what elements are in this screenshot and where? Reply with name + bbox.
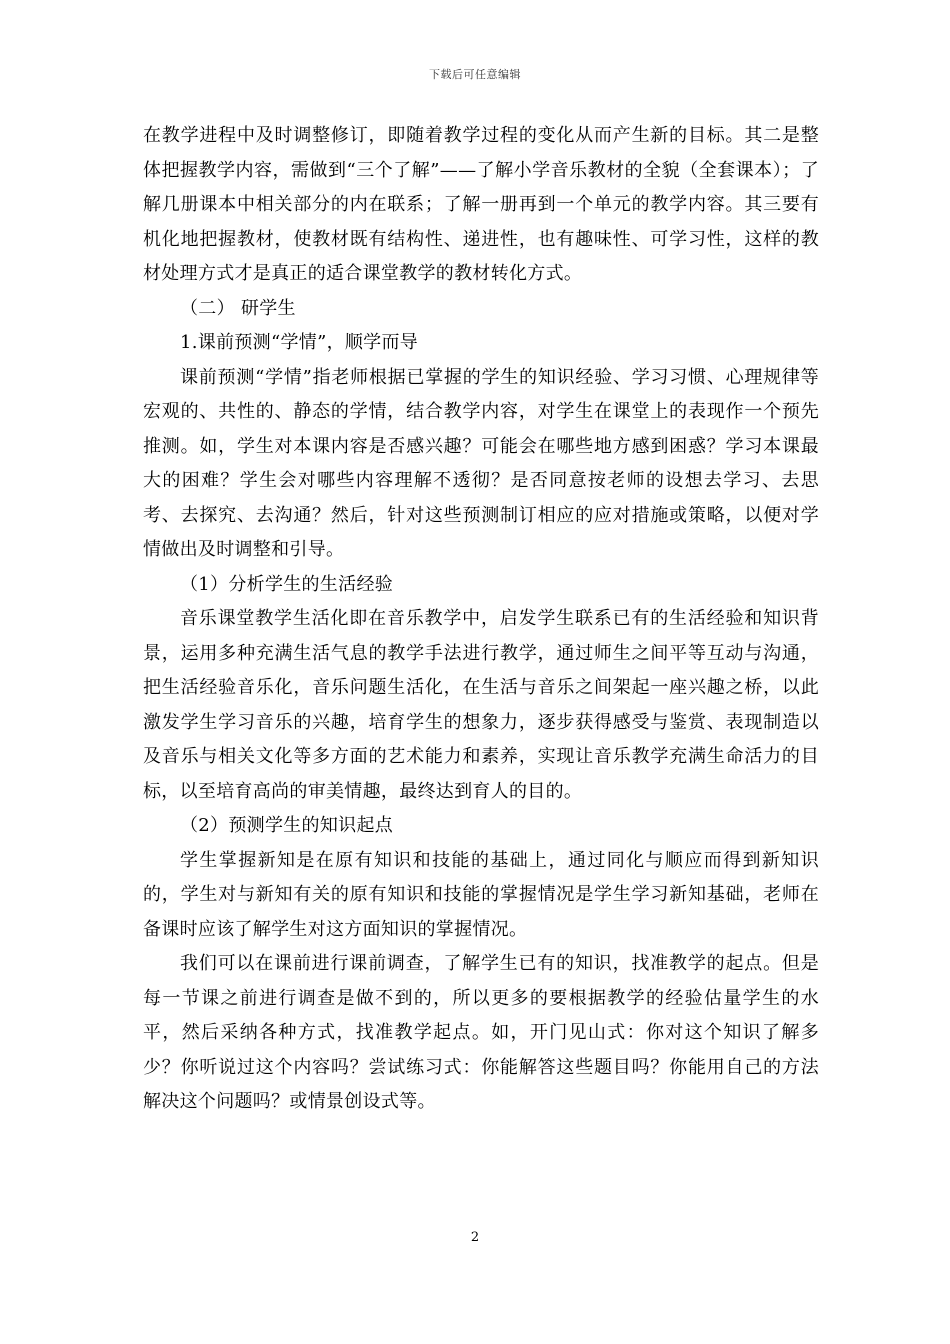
- item-heading-life-experience: （1）分析学生的生活经验: [180, 573, 394, 595]
- paragraph-knowledge-start: 学生掌握新知是在原有知识和技能的基础上，通过同化与顺应而得到新知识的，学生对与新知有关的原有知识和技能的掌握情况是学生学习新知基础，老师在备课时应该了解学生对这方面知识的掌握情况。: [143, 849, 819, 940]
- page-number: 2: [470, 1230, 480, 1245]
- paragraph-continuation: 在教学进程中及时调整修订，即随着教学过程的变化从而产生新的目标。其二是整体把握教学内容，需做到“三个了解”——了解小学音乐教材的全貌（全套课本）；了解几册课本中相关部分的内在联系；了解一册再到一个单元的教学内容。其三要有机化地把握教材，使教材既有结构性、递进性，也有趣味性、可学习性，这样的教材处理方式才是真正的适合课堂教学的教材转化方式。: [143, 125, 819, 284]
- paragraph-life-experience: 音乐课堂教学生活化即在音乐教学中，启发学生联系已有的生活经验和知识背景，运用多种充满生活气息的教学手法进行教学，通过师生之间平等互动与沟通，把生活经验音乐化，音乐问题生活化，在生活与音乐之间架起一座兴趣之桥，以此激发学生学习音乐的兴趣，培育学生的想象力，逐步获得感受与鉴赏、表现制造以及音乐与相关文化等多方面的艺术能力和素养，实现让音乐教学充满生命活力的目标，以至培育高尚的审美情趣，最终达到育人的目的。: [143, 608, 819, 802]
- page-header: 下载后可任意编辑: [429, 68, 521, 81]
- subsection-heading-pre-class-prediction: 1.课前预测“学情”，顺学而导: [180, 332, 419, 353]
- paragraph-pre-class-survey: 我们可以在课前进行课前调查，了解学生已有的知识，找准教学的起点。但是每一节课之前进行调查是做不到的，所以更多的要根据教学的经验估量学生的水平，然后采纳各种方式，找准教学起点。如，开门见山式：你对这个知识了解多少？你听说过这个内容吗？尝试练习式：你能解答这些题目吗？你能用自己的方法解决这个问题吗？或情景创设式等。: [143, 953, 819, 1112]
- section-heading-study-students: （二） 研学生: [180, 297, 296, 319]
- paragraph-learning-prediction: 课前预测“学情”指老师根据已掌握的学生的知识经验、学习习惯、心理规律等宏观的、共性的、静态的学情，结合教学内容，对学生在课堂上的表现作一个预先推测。如，学生对本课内容是否感兴趣？可能会在哪些地方感到困惑？学习本课最大的困难？学生会对哪些内容理解不透彻？是否同意按老师的设想去学习、去思考、去探究、去沟通？然后，针对这些预测制订相应的应对措施或策略，以便对学情做出及时调整和引导。: [143, 366, 819, 560]
- item-heading-knowledge-start: （2）预测学生的知识起点: [180, 815, 394, 836]
- document-body: [143, 119, 819, 1120]
